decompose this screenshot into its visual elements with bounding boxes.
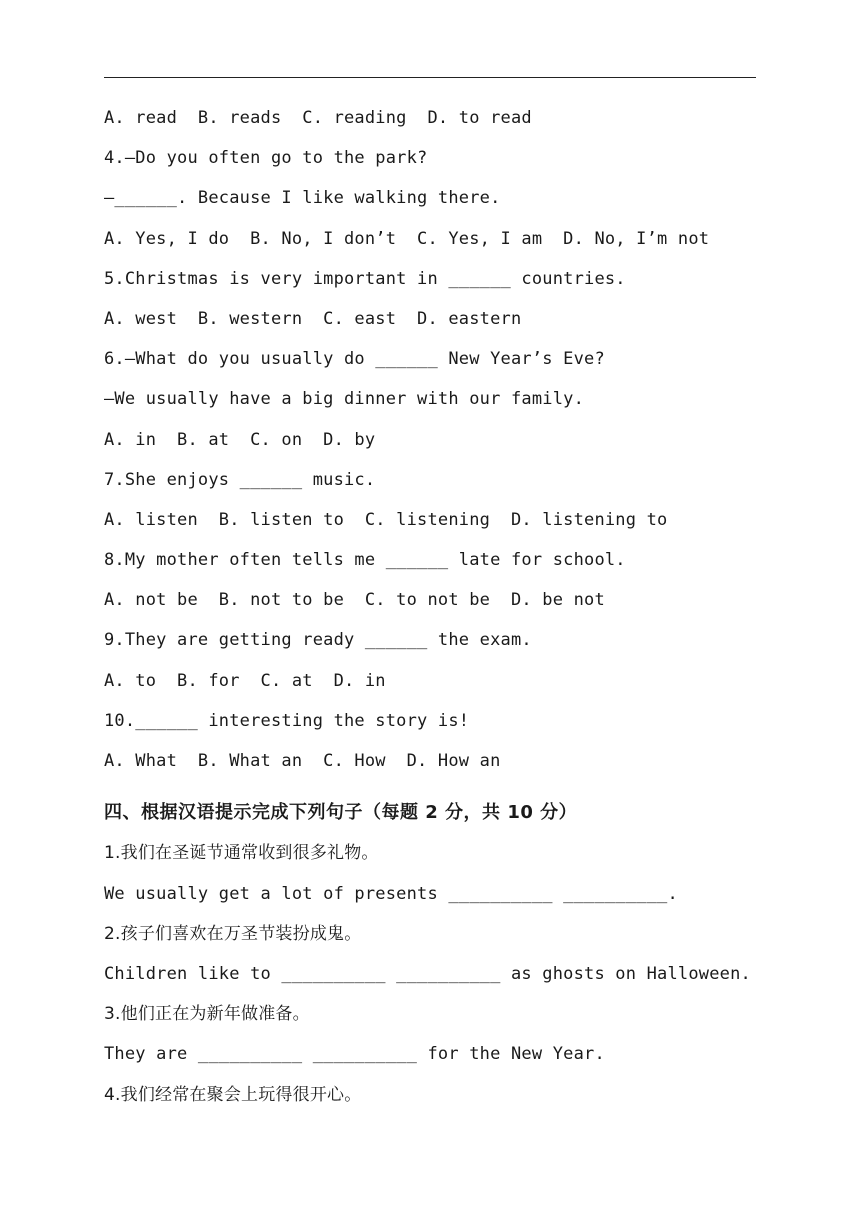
s1-english: We usually get a lot of presents __________ __________.	[104, 883, 678, 904]
q4-question: 4.—Do you often go to the park?	[104, 148, 428, 169]
header-rule	[104, 77, 756, 78]
q3-options: A. read B. reads C. reading D. to read	[104, 108, 532, 128]
s1-chinese: 1.我们在圣诞节通常收到很多礼物。	[104, 843, 379, 864]
q6-options: A. in B. at C. on D. by	[104, 429, 376, 450]
q7-question: 7.She enjoys ______ music.	[104, 469, 376, 490]
s3-english: They are __________ __________ for the New Year.	[104, 1044, 605, 1065]
q4-reply: —______. Because I like walking there.	[104, 188, 501, 209]
q6-question: 6.—What do you usually do ______ New Year’s Eve?	[104, 349, 605, 370]
q4-options: A. Yes, I do B. No, I don’t C. Yes, I am D. No, I’m not	[104, 228, 710, 249]
q6-reply: —We usually have a big dinner with our family.	[104, 389, 585, 410]
q8-question: 8.My mother often tells me ______ late for school.	[104, 550, 626, 571]
q10-question: 10.______ interesting the story is!	[104, 710, 470, 731]
q8-options: A. not be B. not to be C. to not be D. be not	[104, 590, 605, 611]
q5-question: 5.Christmas is very important in ______ countries.	[104, 268, 626, 289]
s2-english: Children like to __________ __________ as ghosts on Halloween.	[104, 963, 751, 984]
q9-question: 9.They are getting ready ______ the exam.	[104, 630, 532, 651]
q9-options: A. to B. for C. at D. in	[104, 670, 386, 691]
s4-chinese: 4.我们经常在聚会上玩得很开心。	[104, 1084, 362, 1105]
section-gap	[104, 787, 764, 799]
s3-chinese: 3.他们正在为新年做准备。	[104, 1004, 310, 1025]
q7-options: A. listen B. listen to C. listening D. listening to	[104, 509, 668, 530]
s2-chinese: 2.孩子们喜欢在万圣节装扮成鬼。	[104, 923, 362, 944]
worksheet-content	[104, 104, 764, 1121]
q10-options: A. What B. What an C. How D. How an	[104, 751, 501, 771]
q5-options: A. west B. western C. east D. eastern	[104, 308, 522, 329]
section-heading: 四、根据汉语提示完成下列句子（每题 2 分，共 10 分）	[104, 802, 578, 824]
